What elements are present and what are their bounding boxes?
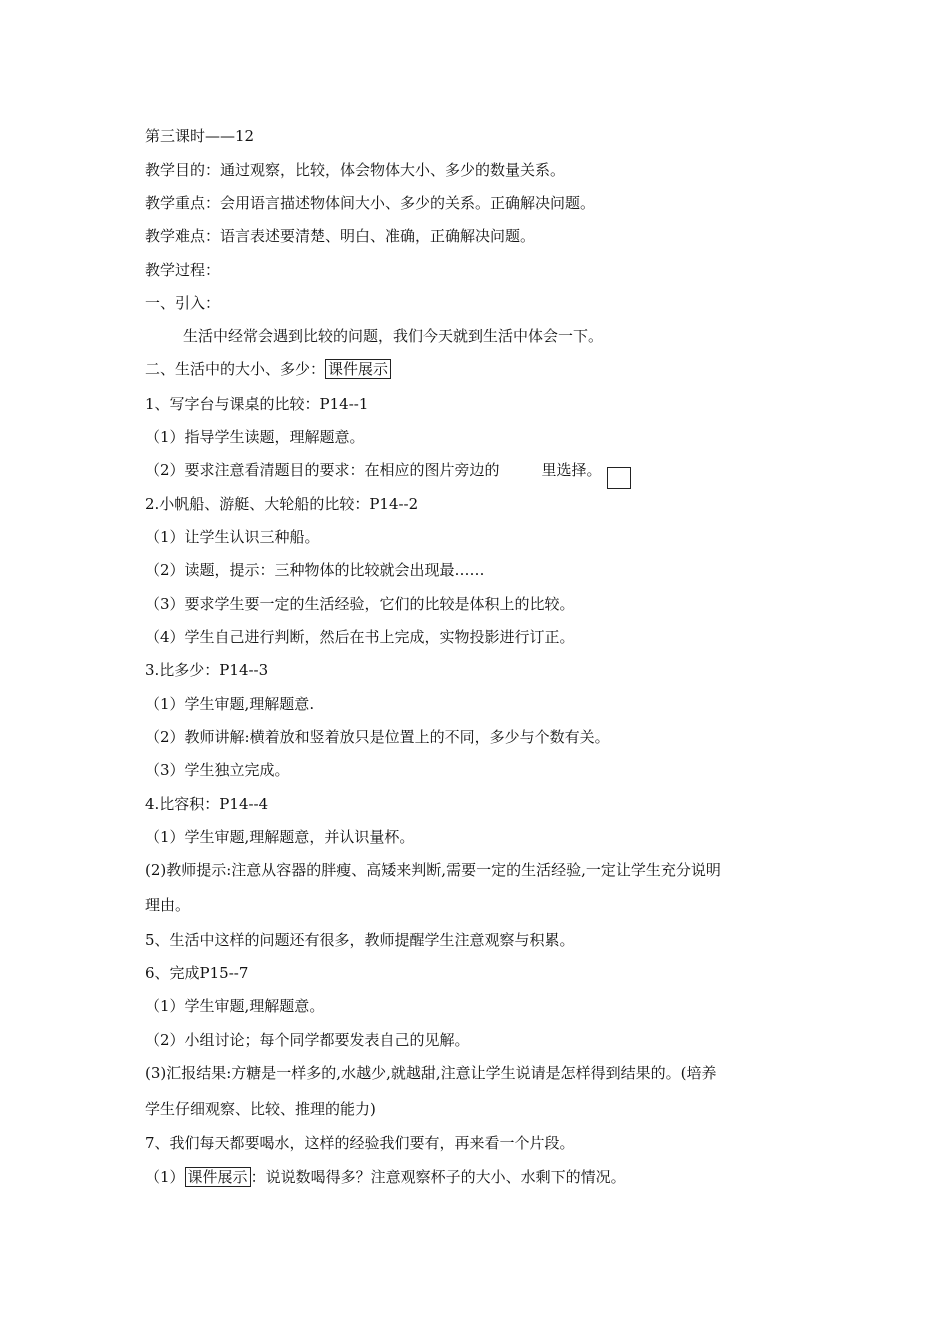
item-1-step-2-after: 里选择。 bbox=[541, 461, 602, 479]
item-2-step-4: （4）学生自己进行判断，然后在书上完成，实物投影进行订正。 bbox=[145, 628, 575, 646]
item-6-step-1: （1）学生审题,理解题意。 bbox=[145, 997, 325, 1015]
item-6-step-2: （2）小组讨论；每个同学都要发表自己的见解。 bbox=[145, 1031, 470, 1049]
item-3-step-1: （1）学生审题,理解题意. bbox=[145, 695, 315, 713]
item-2-step-3: （3）要求学生要一定的生活经验，它们的比较是体积上的比较。 bbox=[145, 595, 575, 613]
teaching-goal: 教学目的：通过观察，比较，体会物体大小、多少的数量关系。 bbox=[145, 161, 566, 179]
item-6-step-3-line-1: (3)汇报结果:方糖是一样多的,水越少,就越甜,注意让学生说请是怎样得到结果的。(培养 bbox=[145, 1064, 717, 1082]
item-1-step-1: （1）指导学生读题，理解题意。 bbox=[145, 428, 365, 446]
teaching-process-heading: 教学过程： bbox=[145, 261, 221, 279]
item-1-step-2-before: （2）要求注意看清题目的要求：在相应的图片旁边的 bbox=[145, 461, 500, 479]
section-1-text: 生活中经常会遇到比较的问题，我们今天就到生活中体会一下。 bbox=[183, 327, 604, 345]
item-3-heading: 3.比多少：P14--3 bbox=[145, 661, 269, 679]
item-1-heading: 1、写字台与课桌的比较：P14--1 bbox=[145, 395, 369, 413]
item-7-step-1-prefix: （1） bbox=[145, 1168, 185, 1186]
item-4-heading: 4.比容积：P14--4 bbox=[145, 795, 269, 813]
teaching-key-point: 教学重点：会用语言描述物体间大小、多少的关系。正确解决问题。 bbox=[145, 194, 596, 212]
item-6-heading: 6、完成P15--7 bbox=[145, 964, 249, 982]
teaching-difficulty: 教学难点：语言表述要清楚、明白、准确，正确解决问题。 bbox=[145, 227, 536, 245]
section-1-heading: 一、引入： bbox=[145, 294, 221, 312]
section-2-heading bbox=[145, 359, 391, 379]
item-2-heading: 2.小帆船、游艇、大轮船的比较：P14--2 bbox=[145, 495, 419, 513]
item-4-step-2-line-2: 理由。 bbox=[145, 896, 191, 914]
item-4-step-1: （1）学生审题,理解题意，并认识量杯。 bbox=[145, 828, 415, 846]
item-1-step-2 bbox=[145, 460, 602, 480]
item-2-step-1: （1）让学生认识三种船。 bbox=[145, 528, 320, 546]
section-2-heading-text: 二、生活中的大小、多少： bbox=[145, 360, 326, 378]
courseware-display-label-2: 课件展示 bbox=[185, 1167, 251, 1187]
item-4-step-2-line-1: (2)教师提示:注意从容器的胖瘦、高矮来判断,需要一定的生活经验,一定让学生充分说明 bbox=[145, 861, 721, 879]
item-3-step-2: （2）教师讲解:横着放和竖着放只是位置上的不同，多少与个数有关。 bbox=[145, 728, 610, 746]
answer-box bbox=[607, 467, 631, 489]
item-3-step-3: （3）学生独立完成。 bbox=[145, 761, 290, 779]
lesson-title: 第三课时——12 bbox=[145, 127, 255, 145]
item-7-step-1-suffix: ：说说数喝得多？注意观察杯子的大小、水剩下的情况。 bbox=[250, 1168, 626, 1186]
courseware-display-label: 课件展示 bbox=[325, 359, 391, 379]
item-2-step-2: （2）读题，提示：三种物体的比较就会出现最…… bbox=[145, 561, 485, 579]
item-6-step-3-line-2: 学生仔细观察、比较、推理的能力) bbox=[145, 1100, 376, 1118]
item-5-heading: 5、生活中这样的问题还有很多，教师提醒学生注意观察与积累。 bbox=[145, 931, 575, 949]
item-7-step-1 bbox=[145, 1167, 626, 1187]
item-7-heading: 7、我们每天都要喝水，这样的经验我们要有，再来看一个片段。 bbox=[145, 1134, 575, 1152]
